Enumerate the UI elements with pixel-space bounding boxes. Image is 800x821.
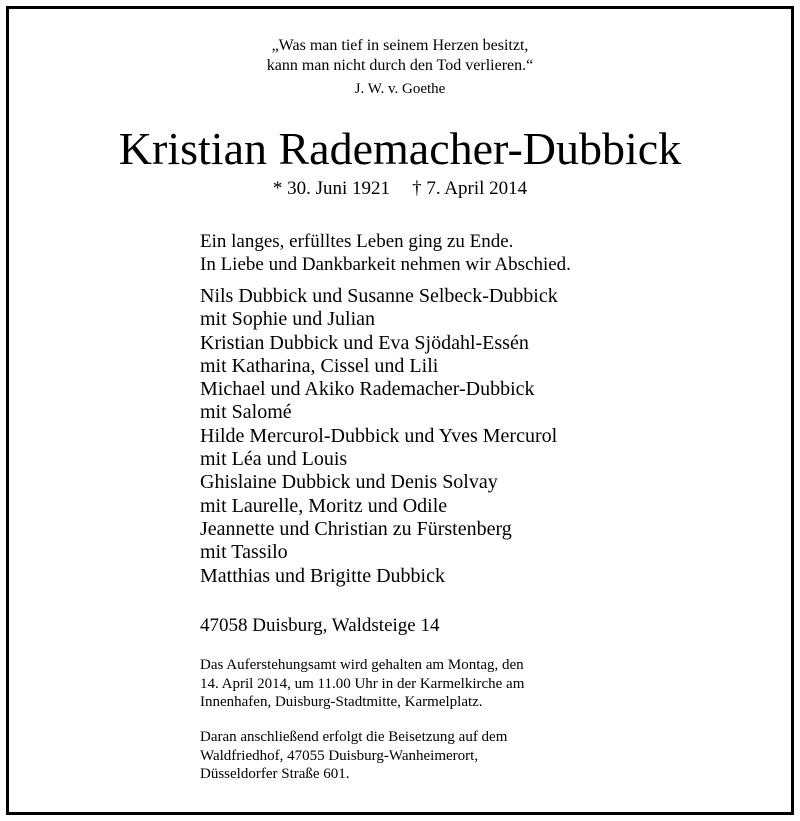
family-address: 47058 Duisburg, Waldsteige 14 <box>200 615 440 636</box>
burial-line: Daran anschließend erfolgt die Beisetzung auf dem <box>200 729 508 745</box>
quote-line: „Was man tief in seinem Herzen besitzt, <box>271 37 529 54</box>
farewell-line: Ein langes, erfülltes Leben ging zu Ende. <box>200 231 514 252</box>
mourner-line: mit Tassilo <box>200 541 288 564</box>
service-line: 14. April 2014, um 11.00 Uhr in der Karmelkirche am <box>200 675 525 692</box>
death-date: † 7. April 2014 <box>412 178 528 199</box>
service-line: Innenhafen, Duisburg-Stadtmitte, Karmelplatz. <box>200 694 483 710</box>
goethe-quote <box>0 36 800 76</box>
quote-line: kann man nicht durch den Tod verlieren.“ <box>266 57 534 74</box>
mourner-line: mit Léa und Louis <box>200 448 348 471</box>
deceased-name: Kristian Rademacher-Dubbick <box>118 123 682 174</box>
burial-line: Waldfriedhof, 47055 Duisburg-Wanheimerort, <box>200 747 479 764</box>
mourner-line: Kristian Dubbick und Eva Sjödahl-Essén <box>200 331 529 354</box>
mourners-list <box>200 285 558 588</box>
farewell-text <box>200 230 571 276</box>
life-dates <box>0 177 800 201</box>
mourner-line: Matthias und Brigitte Dubbick <box>200 564 445 587</box>
mourner-line: Hilde Mercurol-Dubbick und Yves Mercurol <box>200 424 558 447</box>
birth-date: * 30. Juni 1921 <box>272 178 391 199</box>
mourner-line: mit Sophie und Julian <box>200 308 375 331</box>
farewell-line: In Liebe und Dankbarkeit nehmen wir Abschied. <box>200 254 571 275</box>
burial-line: Düsseldorfer Straße 601. <box>200 766 350 782</box>
mourner-line: mit Salomé <box>200 401 292 424</box>
quote-author: J. W. v. Goethe <box>354 81 446 97</box>
mourner-line: mit Katharina, Cissel und Lili <box>200 354 439 377</box>
mourner-line: Michael und Akiko Rademacher-Dubbick <box>200 378 535 401</box>
service-line: Das Auferstehungsamt wird gehalten am Montag, den <box>200 657 524 673</box>
funeral-service-info <box>200 656 524 712</box>
burial-info <box>200 728 507 784</box>
mourner-line: Nils Dubbick und Susanne Selbeck-Dubbick <box>200 285 558 307</box>
mourner-line: Ghislaine Dubbick und Denis Solvay <box>200 471 498 494</box>
mourner-line: Jeannette und Christian zu Fürstenberg <box>200 517 512 540</box>
mourner-line: mit Laurelle, Moritz und Odile <box>200 494 448 517</box>
